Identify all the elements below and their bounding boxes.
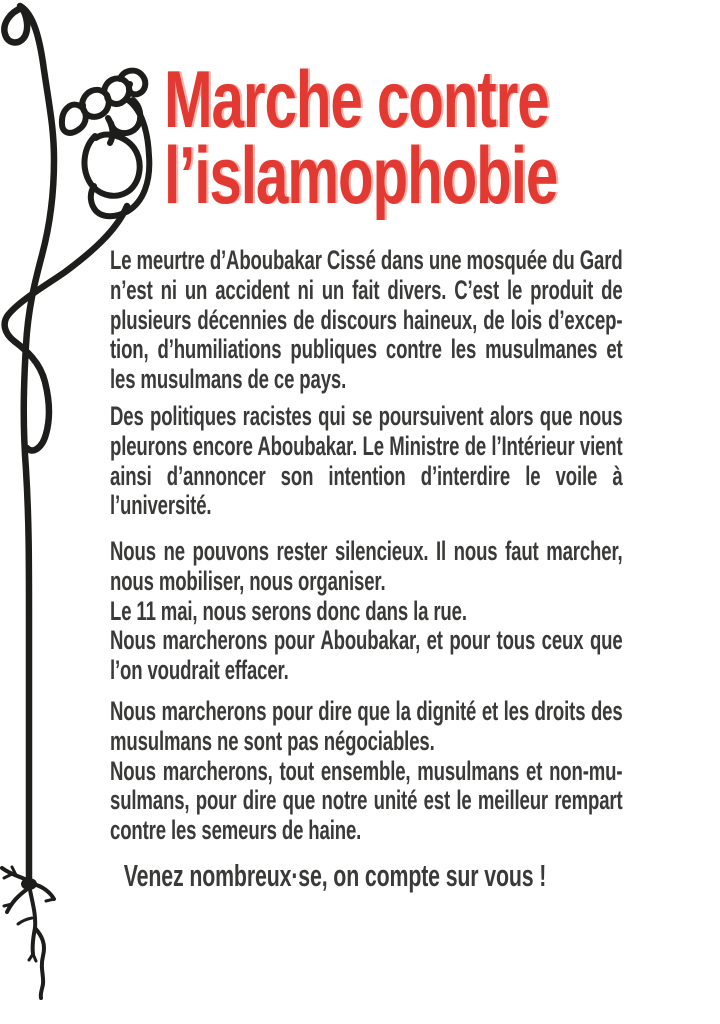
body-paragraph-3 <box>110 537 623 686</box>
title-line-1: Marche contre <box>164 55 549 145</box>
plant-roots <box>2 867 54 998</box>
closing-line: Venez nombreux·se, on compte sur vous ! <box>123 858 547 893</box>
paragraph-text-line: Nous ne pouvons rester silencieux. Il nous faut marcher, nous mobiliser, nous organiser. <box>110 536 623 596</box>
flyer-body <box>110 0 623 1024</box>
paragraph-text-line: Des politiques racistes qui se poursuivent alors que nous pleurons encore Aboubakar. Le Ministre de l’Intérieur vient ainsi d’annoncer son intention d’interdire le voile à l’université. <box>110 401 623 521</box>
paragraph-text-line: Nous marcherons pour dire que la dignité et les droits des musulmans ne sont pas négociables. <box>110 696 623 756</box>
body-paragraph-2 <box>110 402 623 521</box>
body-paragraph-1 <box>110 246 623 395</box>
body-paragraph-4 <box>110 697 623 846</box>
paragraph-text-line: Nous marcherons, tout ensemble, musulmans et non-musulmans, pour dire que notre unité est le meilleur rempart contre les semeurs de haine. <box>110 755 623 846</box>
paragraph-text-line: Le 11 mai, nous serons donc dans la rue. <box>110 595 467 626</box>
paragraph-text-line: Le meurtre d’Aboubakar Cissé dans une mosquée du Gard n’est ni un accident ni un fait divers. C’est le produit de plusieurs décennies de discours haineux, de lois d’exception, d’humiliations publiques contre les musulmanes et les musulmans de ce pays. <box>110 245 623 395</box>
paragraph-text-line: Nous marcherons pour Aboubakar, et pour tous ceux que l’on voudrait effacer. <box>110 625 623 686</box>
title-line-2: l’islamophobie <box>164 131 558 221</box>
